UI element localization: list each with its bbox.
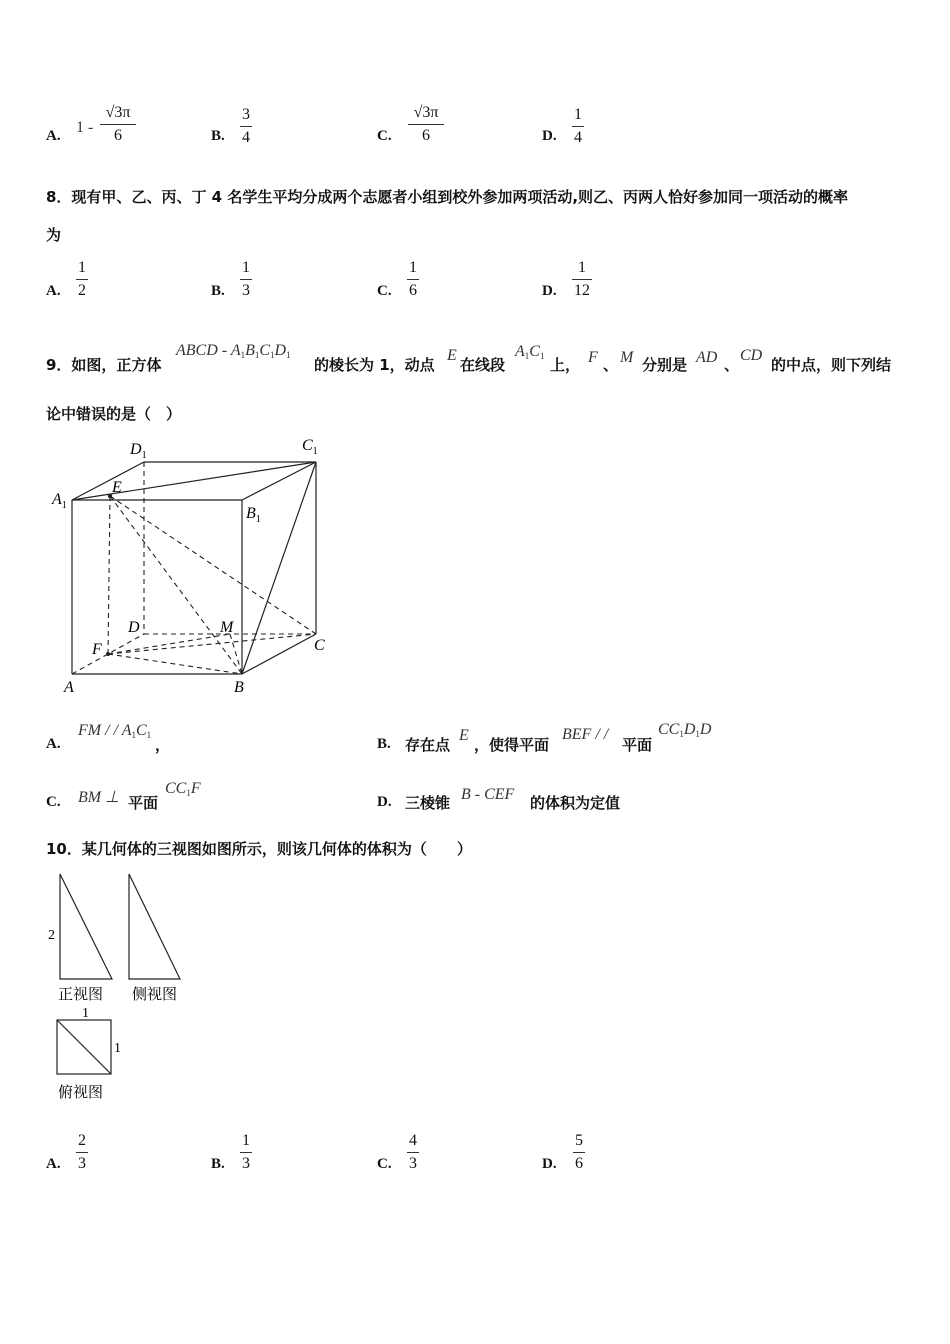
side-view-label: 侧视图 — [132, 985, 178, 1003]
q9-separator-2: 、 — [724, 356, 740, 374]
q10-option-a-label: A. — [46, 1156, 61, 1172]
q7-option-b-fraction — [240, 106, 252, 148]
q7-option-c-fraction — [408, 104, 444, 146]
q8-option-d-label: D. — [542, 283, 557, 299]
label-b1: $B_1$ — [246, 505, 261, 525]
q9-segment-a1c1: $A_1C_1$ — [515, 343, 545, 361]
fraction-numerator: √3π — [413, 104, 439, 121]
fraction-numerator: 1 — [242, 1132, 250, 1149]
q7-option-a-label: A. — [46, 128, 61, 144]
fraction-numerator: 3 — [242, 106, 250, 123]
q9-point-m: M — [620, 349, 634, 366]
label-f: F — [92, 641, 102, 658]
q9-separator-1: 、 — [603, 356, 619, 374]
q9-option-c-math1: BM ⊥ — [78, 789, 120, 806]
q10-option-d-fraction — [573, 1132, 585, 1174]
q8-option-a-label: A. — [46, 283, 61, 299]
q9-text-part1: 9．如图，正方体 — [46, 356, 162, 374]
q8-option-b-label: B. — [211, 283, 225, 299]
q9-option-a-math: FM / / $A_1C_1$ — [78, 722, 152, 740]
q9-cube-figure — [44, 428, 344, 700]
fraction-denominator: 6 — [100, 124, 136, 145]
fraction-numerator: 1 — [578, 259, 586, 276]
q9-text-part5: 分别是 — [642, 356, 688, 374]
dim-top-label: 1 — [82, 1006, 89, 1021]
label-d: D — [128, 619, 140, 636]
label-m: M — [220, 619, 234, 636]
fraction-numerator: 1 — [242, 259, 250, 276]
fraction-denominator: 6 — [407, 279, 419, 300]
label-e: E — [112, 479, 122, 496]
fraction-denominator: 6 — [408, 124, 444, 145]
fraction-numerator: 4 — [409, 1132, 417, 1149]
fraction-denominator: 3 — [407, 1152, 419, 1173]
side-view-triangle — [129, 874, 180, 979]
fraction-numerator: 2 — [78, 1132, 86, 1149]
q7-option-b-label: B. — [211, 128, 225, 144]
q9-option-d-text1: 三棱锥 — [405, 794, 451, 812]
q9-option-a-label: A. — [46, 736, 61, 752]
q7-option-a-fraction — [100, 104, 136, 146]
q10-option-b-label: B. — [211, 1156, 225, 1172]
q10-option-c-fraction — [407, 1132, 419, 1174]
q9-segment-ad: AD — [696, 349, 718, 366]
q9-text-part3: 在线段 — [460, 356, 506, 374]
label-a1: $A_1$ — [52, 491, 67, 511]
q9-option-b-text2: ，使得平面 — [474, 736, 550, 754]
fraction-numerator: 1 — [78, 259, 86, 276]
top-view-diagonal — [57, 1020, 111, 1074]
q7-option-c-label: C. — [377, 128, 392, 144]
q9-text-part2: 的棱长为 1，动点 — [314, 356, 435, 374]
q7-option-d-label: D. — [542, 128, 557, 144]
q9-option-c-text1: 平面 — [128, 794, 159, 812]
q9-option-a-math-text: FM / / A — [78, 722, 132, 739]
q9-option-c-math2-f: F — [190, 780, 201, 797]
fraction-denominator: 2 — [76, 279, 88, 300]
q9-option-d-label: D. — [377, 794, 392, 810]
q9-option-d-math: B - CEF — [461, 786, 515, 803]
fraction-denominator: 3 — [76, 1152, 88, 1173]
q10-option-c-label: C. — [377, 1156, 392, 1172]
q9-option-b-math2-text: CC — [658, 721, 680, 738]
q9-option-b-text3: 平面 — [622, 736, 653, 754]
q8-option-d-fraction — [572, 259, 592, 301]
label-c: C — [314, 637, 325, 654]
fraction-denominator: 12 — [572, 279, 592, 300]
q7-option-d-fraction — [572, 106, 584, 148]
q10-option-d-label: D. — [542, 1156, 557, 1172]
q8-option-c-fraction — [407, 259, 419, 301]
point-f-dot — [106, 652, 110, 656]
front-view-label: 正视图 — [58, 985, 104, 1003]
q9-text-part6: 的中点，则下列结 — [771, 356, 892, 374]
q7-option-a-prefix: 1 - — [76, 119, 94, 136]
fraction-denominator: 3 — [240, 279, 252, 300]
q9-option-c-math2-text: CC — [165, 780, 187, 797]
dim-right-label: 1 — [114, 1041, 121, 1056]
fraction-numerator: √3π — [105, 104, 131, 121]
fraction-denominator: 4 — [240, 126, 252, 147]
label-b: B — [234, 679, 244, 696]
segment-fm — [108, 634, 230, 654]
q9-option-a-tail: ， — [155, 736, 171, 754]
q9-text-part4: 上， — [550, 356, 581, 374]
q8-text-line1: 8．现有甲、乙、丙、丁 4 名学生平均分成两个志愿者小组到校外参加两项活动,则乙、丙两人恰好参加同一项活动的概率 — [46, 188, 849, 206]
segment-ec — [110, 496, 316, 634]
q8-option-b-fraction — [240, 259, 252, 301]
q9-text-line2: 论中错误的是（ ） — [46, 405, 182, 423]
q9-option-b-point-e: E — [459, 727, 469, 744]
q9-option-c-label: C. — [46, 794, 61, 810]
q9-option-b-math1: BEF / / — [562, 726, 609, 743]
segment-fb — [108, 654, 242, 674]
fraction-denominator: 3 — [240, 1152, 252, 1173]
q9-option-c-math2: $CC_1F$ — [165, 780, 201, 798]
fraction-denominator: 4 — [572, 126, 584, 147]
top-view-label: 俯视图 — [58, 1083, 104, 1101]
q9-cube-name: ABCD - $A_1B_1C_1D_1$ — [176, 342, 291, 360]
q9-point-e: E — [447, 347, 457, 364]
fraction-numerator: 1 — [409, 259, 417, 276]
q10-three-views-figure — [44, 866, 204, 1106]
segment-ef — [108, 496, 110, 654]
q10-option-a-fraction — [76, 1132, 88, 1174]
fraction-numerator: 5 — [575, 1132, 583, 1149]
q8-option-c-label: C. — [377, 283, 392, 299]
dim-height-label: 2 — [48, 928, 55, 943]
segment-eb — [110, 496, 242, 674]
label-c1: $C_1$ — [302, 437, 318, 457]
q9-option-b-text1: 存在点 — [405, 736, 451, 754]
q9-cube-base: ABCD - A — [176, 342, 241, 359]
q8-text-line2: 为 — [46, 226, 62, 244]
q8-option-a-fraction — [76, 259, 88, 301]
q10-text: 10．某几何体的三视图如图所示，则该几何体的体积为（ ） — [46, 840, 472, 858]
label-d1: $D_1$ — [130, 441, 147, 461]
label-a: A — [64, 679, 74, 696]
front-view-triangle — [60, 874, 112, 979]
q10-option-b-fraction — [240, 1132, 252, 1174]
fraction-numerator: 1 — [574, 106, 582, 123]
segment-mb — [230, 634, 242, 674]
q9-option-d-text2: 的体积为定值 — [530, 794, 621, 812]
q9-point-f: F — [588, 349, 598, 366]
q9-option-b-math2: $CC_1D_1D$ — [658, 721, 712, 739]
fraction-denominator: 6 — [573, 1152, 585, 1173]
q9-segment-cd: CD — [740, 347, 763, 364]
q9-option-b-label: B. — [377, 736, 391, 752]
